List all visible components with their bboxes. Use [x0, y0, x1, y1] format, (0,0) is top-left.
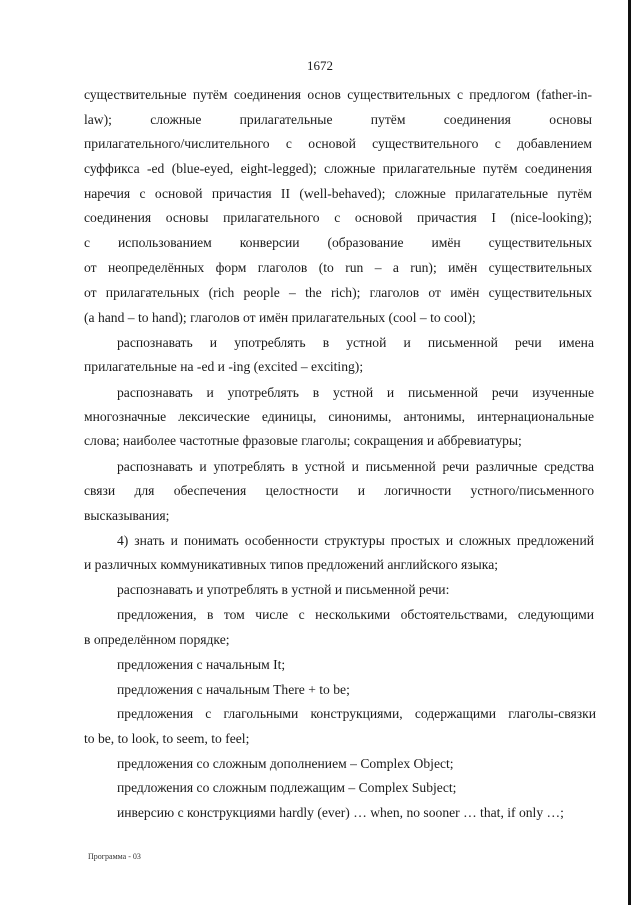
text-line: соединения основы прилагательного с основой причастия I (nice-looking);	[84, 210, 592, 225]
text-line: 4) знать и понимать особенности структуры простых и сложных предложений	[117, 533, 594, 548]
text-line: распознавать и употреблять в устной и письменной речи изученные	[117, 385, 594, 400]
text-line: связи для обеспечения целостности и логичности устного/письменного	[84, 483, 594, 498]
page-edge	[628, 0, 631, 905]
text-line: (a hand – to hand); глаголов от имён прилагательных (cool – to cool);	[84, 310, 476, 325]
text-line: предложения с глагольными конструкциями, содержащими глаголы-связки	[117, 706, 596, 721]
text-line: прилагательные на -ed и -ing (excited – exciting);	[84, 359, 364, 374]
text-line: с использованием конверсии (образование имён существительных	[84, 235, 592, 250]
text-line: предложения, в том числе с несколькими обстоятельствами, следующими	[117, 607, 594, 622]
footer-label: Программа - 03	[88, 852, 141, 861]
text-line: слова; наиболее частотные фразовые глаголы; сокращения и аббревиатуры;	[84, 433, 522, 448]
text-line: предложения со сложным дополнением – Complex Object;	[117, 756, 454, 771]
text-line: и различных коммуникативных типов предложений английского языка;	[84, 557, 499, 572]
text-line: распознавать и употреблять в устной и письменной речи различные средства	[117, 459, 594, 474]
text-line: многозначные лексические единицы, синонимы, антонимы, интернациональные	[84, 409, 594, 424]
text-line: в определённом порядке;	[84, 632, 230, 647]
page-number: 1672	[307, 58, 333, 73]
text-line: существительные путём соединения основ существительных с предлогом (father-in-	[84, 87, 592, 102]
text-line: предложения со сложным подлежащим – Complex Subject;	[117, 780, 457, 795]
text-line: предложения с начальным It;	[117, 657, 286, 672]
text-line: от прилагательных (rich people – the rich); глаголов от имён существительных	[84, 285, 592, 300]
text-line: от неопределённых форм глаголов (to run – a run); имён существительных	[84, 260, 592, 275]
text-line: прилагательного/числительного с основой существительного с добавлением	[84, 136, 592, 151]
text-line: распознавать и употреблять в устной и письменной речи имена	[117, 335, 594, 350]
text-line: инверсию с конструкциями hardly (ever) … when, no sooner … that, if only …;	[117, 805, 564, 820]
text-line: суффикса -ed (blue-eyed, eight-legged); сложные прилагательные путём соединения	[84, 161, 592, 176]
text-line: наречия с основой причастия II (well-behaved); сложные прилагательные путём	[84, 186, 592, 201]
text-line: распознавать и употреблять в устной и письменной речи:	[117, 582, 450, 597]
text-line: предложения с начальным There + to be;	[117, 682, 350, 697]
text-line: высказывания;	[84, 508, 170, 523]
text-line: law); сложные прилагательные путём соединения основы	[84, 112, 592, 127]
text-line: to be, to look, to seem, to feel;	[84, 731, 250, 746]
